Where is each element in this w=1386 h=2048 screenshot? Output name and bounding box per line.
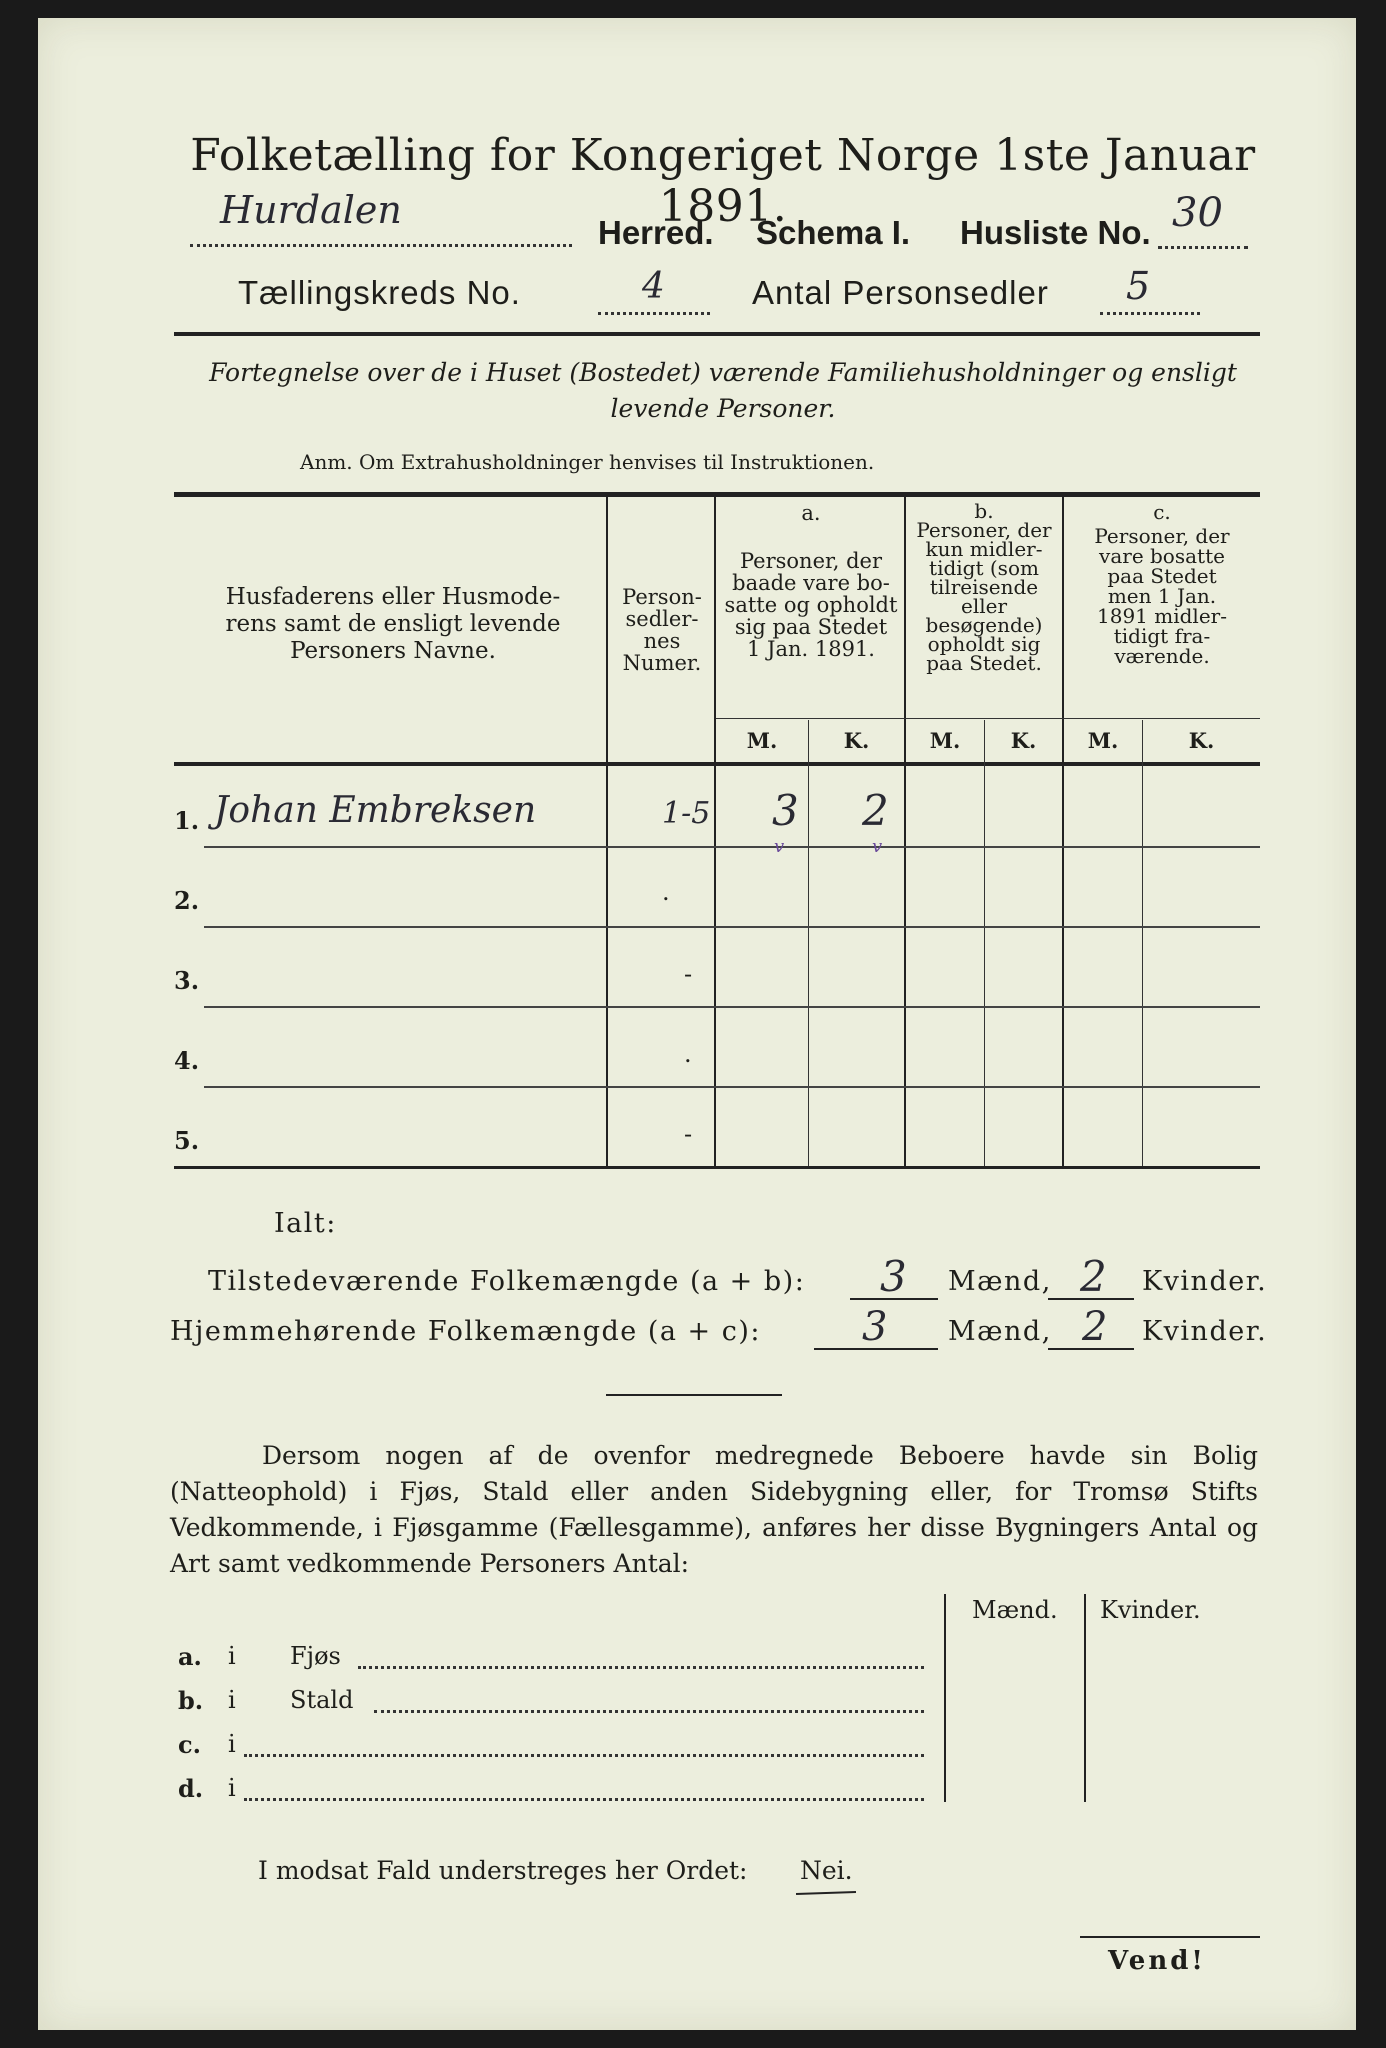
vend-rule xyxy=(1080,1936,1260,1938)
building-row-dots xyxy=(244,1798,924,1801)
building-row-letter: c. xyxy=(178,1730,201,1759)
table-row xyxy=(174,1086,1260,1166)
col-b-line-4: tilreisende xyxy=(929,575,1039,599)
table-row xyxy=(174,1006,1260,1086)
col-c-line-3: paa Stedet xyxy=(1107,564,1217,588)
building-row-i: i xyxy=(228,1774,236,1802)
tilst-kvinder-label: Kvinder. xyxy=(1142,1266,1268,1297)
row-number: 4. xyxy=(174,1046,200,1075)
row-person-numbers: . xyxy=(662,878,670,906)
number-header-line-3: nes xyxy=(643,629,681,653)
row-a-m-checkmark: v xyxy=(774,836,785,857)
building-kvinder-header: Kvinder. xyxy=(1100,1596,1201,1624)
kreds-field xyxy=(598,266,710,315)
tilstedevaerende-label: Tilstedeværende Folkemængde (a + b): xyxy=(208,1266,806,1297)
col-a-line-4: sig paa Stedet xyxy=(734,615,888,639)
building-row xyxy=(178,1638,938,1678)
building-row xyxy=(178,1682,938,1722)
tilst-maend-field xyxy=(850,1252,938,1301)
col-b-line-1: Personer, der xyxy=(916,518,1052,542)
col-a-line-1: Personer, der xyxy=(739,549,883,573)
names-column-header xyxy=(188,584,598,665)
col-c-line-4: men 1 Jan. xyxy=(1107,584,1217,608)
col-b-header xyxy=(906,499,1062,675)
personsedler-field xyxy=(1100,264,1200,315)
table-row xyxy=(174,926,1260,1006)
building-row-label: Stald xyxy=(290,1686,354,1714)
names-header-line-3: Personers Navne. xyxy=(290,638,496,664)
row-number: 1. xyxy=(174,806,200,835)
header-rule xyxy=(174,332,1260,336)
row-name: Johan Embreksen xyxy=(214,790,537,831)
husliste-field xyxy=(1158,190,1248,249)
col-a-line-3: satte og opholdt xyxy=(724,593,898,617)
col-c-line-1: Personer, der xyxy=(1094,524,1230,548)
hjem-kvinder-field xyxy=(1048,1304,1134,1350)
mk-header-rule xyxy=(716,718,1260,719)
number-column-header xyxy=(610,586,714,674)
col-c-line-6: tidigt fra- xyxy=(1113,624,1211,648)
col-c-header xyxy=(1064,502,1260,666)
husliste-label: Husliste No. xyxy=(960,214,1151,251)
table-row xyxy=(174,766,1260,857)
anm-note: Anm. Om Extrahusholdninger henvises til Instruktionen. xyxy=(300,450,875,474)
herred-value: Hurdalen xyxy=(220,188,402,232)
col-b-line-2: kun midler- xyxy=(925,537,1043,561)
vend-label: Vend! xyxy=(1108,1946,1206,1976)
modsat-text: I modsat Fald understreges her Ordet: xyxy=(258,1856,748,1885)
col-a-header xyxy=(718,502,904,660)
table-top-rule xyxy=(174,492,1260,497)
building-row-dots xyxy=(358,1666,924,1669)
row-number: 5. xyxy=(174,1126,200,1155)
personsedler-label: Antal Personsedler xyxy=(752,274,1049,311)
hjem-maend-value: 3 xyxy=(862,1304,888,1350)
intro-line-1: Fortegnelse over de i Huset (Bostedet) værende Familiehusholdninger og ensligt xyxy=(209,358,1237,387)
col-a-letter: a. xyxy=(801,501,821,525)
number-header-line-2: sedler- xyxy=(625,607,699,631)
tilst-maend-label: Mænd, xyxy=(948,1266,1052,1297)
kreds-label: Tællingskreds No. xyxy=(238,274,521,311)
col-b-line-3: tidigt (som xyxy=(929,556,1039,580)
hjem-maend-label: Mænd, xyxy=(948,1316,1052,1347)
col-b-line-6: besøgende) xyxy=(925,613,1043,637)
row-person-numbers: - xyxy=(684,960,693,988)
building-row-i: i xyxy=(228,1686,236,1714)
building-row-letter: b. xyxy=(178,1686,204,1715)
names-header-line-1: Husfaderens eller Husmode- xyxy=(225,584,561,610)
herred-label: Herred. xyxy=(598,214,714,251)
section-divider xyxy=(606,1394,782,1396)
building-col-divider-1 xyxy=(944,1594,946,1802)
kreds-value: 4 xyxy=(642,266,665,307)
personsedler-value: 5 xyxy=(1126,264,1151,308)
col-c-line-7: værende. xyxy=(1114,644,1210,668)
hjemmehorende-label: Hjemmehørende Folkemængde (a + c): xyxy=(170,1316,761,1347)
building-row xyxy=(178,1726,938,1766)
hjem-kvinder-value: 2 xyxy=(1082,1304,1108,1350)
col-a-k: K. xyxy=(843,728,870,753)
row-number: 2. xyxy=(174,886,200,915)
col-c-k: K. xyxy=(1188,728,1215,753)
col-b-line-7: opholdt sig xyxy=(927,632,1041,656)
tilst-maend-value: 3 xyxy=(880,1252,907,1301)
number-header-line-1: Person- xyxy=(622,585,702,609)
nei-word: Nei. xyxy=(800,1856,853,1885)
herred-field xyxy=(190,188,572,247)
building-maend-header: Mænd. xyxy=(972,1596,1058,1624)
col-b-m: M. xyxy=(929,728,961,753)
col-b-k: K. xyxy=(1010,728,1037,753)
number-header-line-4: Numer. xyxy=(622,651,702,675)
col-c-m: M. xyxy=(1087,728,1119,753)
col-b-line-8: paa Stedet. xyxy=(926,651,1042,675)
col-a-line-2: baade vare bo- xyxy=(732,571,890,595)
nei-underline xyxy=(796,1891,856,1895)
row-person-numbers: 1-5 xyxy=(662,796,711,831)
col-c-letter: c. xyxy=(1153,500,1171,524)
building-row-dots xyxy=(374,1710,924,1713)
hjem-kvinder-label: Kvinder. xyxy=(1142,1316,1268,1347)
row-number: 3. xyxy=(174,966,200,995)
building-row-i: i xyxy=(228,1730,236,1758)
col-a-m: M. xyxy=(746,728,778,753)
col-c-line-5: 1891 midler- xyxy=(1097,604,1227,628)
row-a-m: 3 xyxy=(772,786,799,835)
col-b-letter: b. xyxy=(974,499,994,523)
col-b-line-5: eller xyxy=(960,594,1008,618)
husliste-value: 30 xyxy=(1172,190,1223,236)
table-row xyxy=(174,846,1260,926)
row-a-k: 2 xyxy=(862,786,889,835)
names-header-line-2: rens samt de ensligt levende xyxy=(225,611,561,637)
table-bottom-rule xyxy=(174,1166,1260,1169)
building-row-i: i xyxy=(228,1642,236,1670)
building-row-letter: d. xyxy=(178,1774,204,1803)
form-title: Folketælling for Kongeriget Norge 1ste Januar 1891. xyxy=(190,130,1256,232)
schema-label: Schema I. xyxy=(756,214,911,251)
building-row-dots xyxy=(244,1754,924,1757)
tilst-kvinder-value: 2 xyxy=(1080,1252,1107,1301)
building-row-label: Fjøs xyxy=(290,1642,341,1670)
building-col-divider-2 xyxy=(1084,1594,1086,1802)
row-a-k-checkmark: v xyxy=(872,836,883,857)
census-form-page xyxy=(38,18,1356,2030)
building-row-letter: a. xyxy=(178,1642,202,1671)
intro-line-2: levende Personer. xyxy=(610,394,836,423)
ialt-label: Ialt: xyxy=(274,1208,337,1239)
col-c-line-2: vare bosatte xyxy=(1099,544,1225,568)
hjem-maend-field xyxy=(814,1304,938,1350)
building-paragraph: Dersom nogen af de ovenfor medregnede Beboere havde sin Bolig (Natteophold) i Fjøs, Stald eller anden Sidebygning eller, for Tromsø Stifts Vedkommende, i Fjøsgamme (Fællesgamme), anføres her disse Bygningers Antal og Art samt vedkommende Personers Antal: xyxy=(170,1441,1258,1578)
building-row xyxy=(178,1770,938,1810)
col-a-line-5: 1 Jan. 1891. xyxy=(747,637,875,661)
table-body xyxy=(174,766,1260,1166)
row-person-numbers: . xyxy=(684,1040,692,1068)
row-person-numbers: - xyxy=(684,1120,693,1148)
tilst-kvinder-field xyxy=(1048,1252,1134,1301)
